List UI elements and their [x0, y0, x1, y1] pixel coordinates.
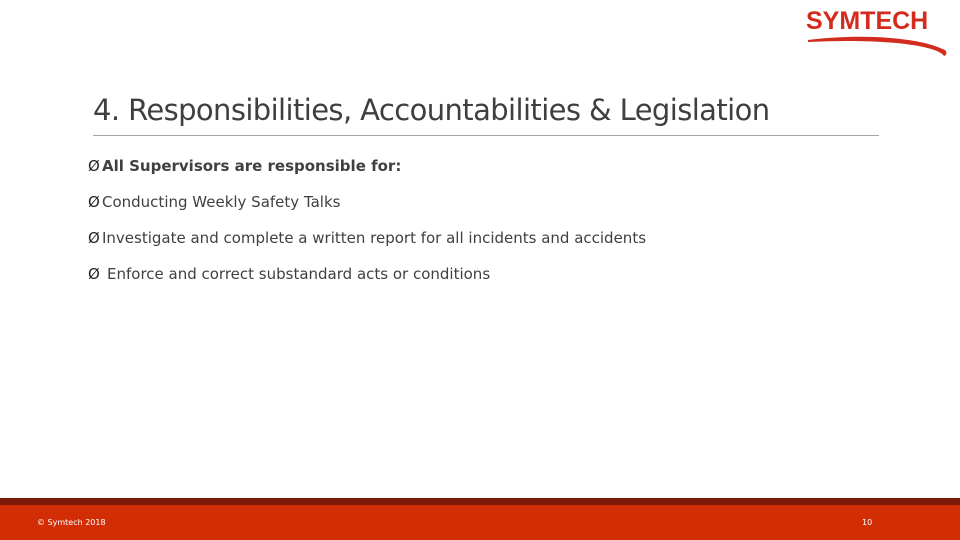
bullet-text: Enforce and correct substandard acts or conditions: [107, 265, 491, 283]
slide-title: 4. Responsibilities, Accountabilities & Legislation: [93, 93, 770, 127]
bullet-item-investigate: [88, 220, 646, 256]
logo-text: SYMTECH: [806, 7, 929, 35]
bullet-item-enforce: [88, 256, 646, 292]
title-divider: [93, 135, 879, 136]
symtech-logo: [806, 6, 948, 60]
footer-copyright: © Symtech 2018: [37, 518, 106, 527]
bullet-item-safety-talks: [88, 184, 646, 220]
right-arrow-bullet-icon: Ø: [88, 193, 100, 211]
bullet-text: All Supervisors are responsible for:: [102, 157, 402, 175]
logo-swoosh-icon: [806, 32, 948, 62]
right-arrow-bullet-icon: Ø: [88, 265, 100, 283]
right-arrow-bullet-icon: Ø: [88, 157, 100, 175]
footer-top-band: [0, 498, 960, 505]
right-arrow-bullet-icon: Ø: [88, 229, 100, 247]
page-number: 10: [862, 518, 873, 527]
footer-band: [0, 505, 960, 540]
bullet-text: Investigate and complete a written report for all incidents and accidents: [102, 229, 647, 247]
bullet-list: [88, 148, 646, 292]
bullet-item-supervisors: [88, 148, 646, 184]
bullet-text: Conducting Weekly Safety Talks: [102, 193, 341, 211]
